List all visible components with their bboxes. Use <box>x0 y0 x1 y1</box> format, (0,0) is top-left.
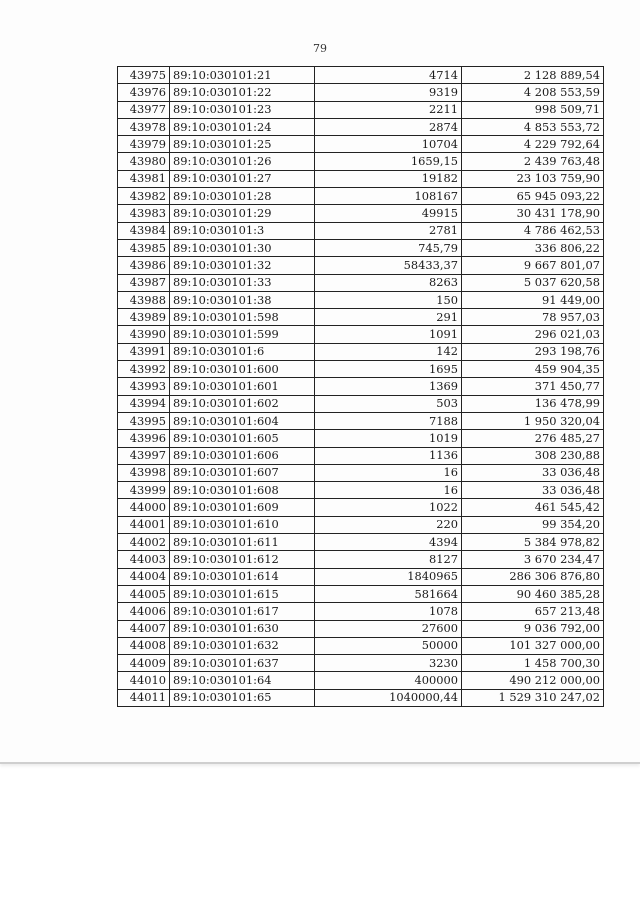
table-row <box>118 101 604 118</box>
row-number: 44010 <box>118 672 170 689</box>
cadastral-number: 89:10:030101:599 <box>170 326 315 343</box>
cadastral-value: 293 198,76 <box>462 343 604 360</box>
area-value: 4394 <box>315 534 462 551</box>
table-row <box>118 291 604 308</box>
row-number: 43997 <box>118 447 170 464</box>
cadastral-number: 89:10:030101:604 <box>170 412 315 429</box>
area-value: 8263 <box>315 274 462 291</box>
area-value: 745,79 <box>315 239 462 256</box>
cadastral-value: 276 485,27 <box>462 430 604 447</box>
cadastral-value: 33 036,48 <box>462 464 604 481</box>
area-value: 1022 <box>315 499 462 516</box>
page-number: 79 <box>313 42 327 55</box>
table-row <box>118 534 604 551</box>
area-value: 1369 <box>315 378 462 395</box>
row-number: 44002 <box>118 534 170 551</box>
cadastral-number: 89:10:030101:30 <box>170 239 315 256</box>
cadastral-number: 89:10:030101:600 <box>170 361 315 378</box>
row-number: 43994 <box>118 395 170 412</box>
area-value: 108167 <box>315 188 462 205</box>
table-row <box>118 84 604 101</box>
area-value: 19182 <box>315 170 462 187</box>
cadastral-number: 89:10:030101:65 <box>170 689 315 706</box>
area-value: 9319 <box>315 84 462 101</box>
row-number: 43980 <box>118 153 170 170</box>
area-value: 3230 <box>315 655 462 672</box>
area-value: 503 <box>315 395 462 412</box>
row-number: 43995 <box>118 412 170 429</box>
table-row <box>118 361 604 378</box>
cadastral-number: 89:10:030101:630 <box>170 620 315 637</box>
area-value: 220 <box>315 516 462 533</box>
row-number: 43982 <box>118 188 170 205</box>
row-number: 43987 <box>118 274 170 291</box>
area-value: 2781 <box>315 222 462 239</box>
cadastral-value: 4 853 553,72 <box>462 118 604 135</box>
cadastral-value: 90 460 385,28 <box>462 585 604 602</box>
table-row <box>118 516 604 533</box>
table-row <box>118 412 604 429</box>
cadastral-value: 657 213,48 <box>462 603 604 620</box>
cadastral-number: 89:10:030101:21 <box>170 67 315 84</box>
area-value: 50000 <box>315 637 462 654</box>
cadastral-number: 89:10:030101:606 <box>170 447 315 464</box>
cadastral-value: 1 529 310 247,02 <box>462 689 604 706</box>
area-value: 400000 <box>315 672 462 689</box>
table-row <box>118 170 604 187</box>
row-number: 43990 <box>118 326 170 343</box>
cadastral-value: 5 037 620,58 <box>462 274 604 291</box>
cadastral-value: 286 306 876,80 <box>462 568 604 585</box>
cadastral-value: 23 103 759,90 <box>462 170 604 187</box>
cadastral-value: 78 957,03 <box>462 309 604 326</box>
table-row <box>118 309 604 326</box>
cadastral-value: 91 449,00 <box>462 291 604 308</box>
table-row <box>118 67 604 84</box>
row-number: 43986 <box>118 257 170 274</box>
area-value: 4714 <box>315 67 462 84</box>
table-row <box>118 343 604 360</box>
area-value: 8127 <box>315 551 462 568</box>
area-value: 1091 <box>315 326 462 343</box>
row-number: 43991 <box>118 343 170 360</box>
cadastral-value: 336 806,22 <box>462 239 604 256</box>
table-row <box>118 118 604 135</box>
area-value: 1019 <box>315 430 462 447</box>
cadastral-value: 371 450,77 <box>462 378 604 395</box>
cadastral-number: 89:10:030101:609 <box>170 499 315 516</box>
row-number: 44001 <box>118 516 170 533</box>
cadastral-number: 89:10:030101:32 <box>170 257 315 274</box>
cadastral-number: 89:10:030101:614 <box>170 568 315 585</box>
table-row <box>118 689 604 706</box>
cadastral-value: 33 036,48 <box>462 482 604 499</box>
cadastral-value: 998 509,71 <box>462 101 604 118</box>
row-number: 43977 <box>118 101 170 118</box>
cadastral-number: 89:10:030101:632 <box>170 637 315 654</box>
row-number: 44004 <box>118 568 170 585</box>
table-row <box>118 153 604 170</box>
row-number: 44006 <box>118 603 170 620</box>
table-row <box>118 274 604 291</box>
table-row <box>118 447 604 464</box>
row-number: 43984 <box>118 222 170 239</box>
table-row <box>118 326 604 343</box>
cadastral-value: 2 128 889,54 <box>462 67 604 84</box>
row-number: 43979 <box>118 136 170 153</box>
cadastral-number: 89:10:030101:610 <box>170 516 315 533</box>
cadastral-number: 89:10:030101:598 <box>170 309 315 326</box>
cadastral-table-body <box>118 67 604 707</box>
cadastral-number: 89:10:030101:617 <box>170 603 315 620</box>
cadastral-value: 2 439 763,48 <box>462 153 604 170</box>
area-value: 16 <box>315 464 462 481</box>
area-value: 1840965 <box>315 568 462 585</box>
cadastral-number: 89:10:030101:27 <box>170 170 315 187</box>
table-row <box>118 637 604 654</box>
table-row <box>118 482 604 499</box>
row-number: 43981 <box>118 170 170 187</box>
table-row <box>118 672 604 689</box>
area-value: 142 <box>315 343 462 360</box>
table-row <box>118 464 604 481</box>
table-row <box>118 568 604 585</box>
area-value: 1136 <box>315 447 462 464</box>
table-row <box>118 188 604 205</box>
cadastral-number: 89:10:030101:38 <box>170 291 315 308</box>
area-value: 1659,15 <box>315 153 462 170</box>
cadastral-value: 308 230,88 <box>462 447 604 464</box>
area-value: 1040000,44 <box>315 689 462 706</box>
cadastral-number: 89:10:030101:29 <box>170 205 315 222</box>
row-number: 43998 <box>118 464 170 481</box>
table-row <box>118 603 604 620</box>
row-number: 44000 <box>118 499 170 516</box>
area-value: 2874 <box>315 118 462 135</box>
cadastral-value: 9 036 792,00 <box>462 620 604 637</box>
row-number: 43999 <box>118 482 170 499</box>
cadastral-value: 296 021,03 <box>462 326 604 343</box>
cadastral-value: 5 384 978,82 <box>462 534 604 551</box>
row-number: 43978 <box>118 118 170 135</box>
row-number: 43989 <box>118 309 170 326</box>
row-number: 43976 <box>118 84 170 101</box>
row-number: 43983 <box>118 205 170 222</box>
cadastral-number: 89:10:030101:28 <box>170 188 315 205</box>
cadastral-number: 89:10:030101:24 <box>170 118 315 135</box>
table-row <box>118 585 604 602</box>
row-number: 43992 <box>118 361 170 378</box>
cadastral-number: 89:10:030101:637 <box>170 655 315 672</box>
table-row <box>118 136 604 153</box>
table-row <box>118 239 604 256</box>
cadastral-value: 101 327 000,00 <box>462 637 604 654</box>
area-value: 16 <box>315 482 462 499</box>
cadastral-value: 1 950 320,04 <box>462 412 604 429</box>
table-row <box>118 222 604 239</box>
row-number: 44007 <box>118 620 170 637</box>
row-number: 43988 <box>118 291 170 308</box>
area-value: 581664 <box>315 585 462 602</box>
cadastral-value: 459 904,35 <box>462 361 604 378</box>
cadastral-value: 30 431 178,90 <box>462 205 604 222</box>
cadastral-number: 89:10:030101:601 <box>170 378 315 395</box>
row-number: 44011 <box>118 689 170 706</box>
row-number: 44009 <box>118 655 170 672</box>
cadastral-number: 89:10:030101:23 <box>170 101 315 118</box>
cadastral-number: 89:10:030101:22 <box>170 84 315 101</box>
cadastral-value: 4 229 792,64 <box>462 136 604 153</box>
row-number: 43985 <box>118 239 170 256</box>
cadastral-number: 89:10:030101:3 <box>170 222 315 239</box>
cadastral-value: 9 667 801,07 <box>462 257 604 274</box>
cadastral-number: 89:10:030101:607 <box>170 464 315 481</box>
row-number: 44003 <box>118 551 170 568</box>
cadastral-value: 4 786 462,53 <box>462 222 604 239</box>
cadastral-number: 89:10:030101:602 <box>170 395 315 412</box>
table-row <box>118 551 604 568</box>
table-row <box>118 620 604 637</box>
table-row <box>118 395 604 412</box>
row-number: 43993 <box>118 378 170 395</box>
cadastral-value: 4 208 553,59 <box>462 84 604 101</box>
cadastral-number: 89:10:030101:615 <box>170 585 315 602</box>
area-value: 10704 <box>315 136 462 153</box>
cadastral-number: 89:10:030101:612 <box>170 551 315 568</box>
cadastral-number: 89:10:030101:33 <box>170 274 315 291</box>
row-number: 43996 <box>118 430 170 447</box>
cadastral-number: 89:10:030101:611 <box>170 534 315 551</box>
table-row <box>118 499 604 516</box>
area-value: 27600 <box>315 620 462 637</box>
cadastral-number: 89:10:030101:6 <box>170 343 315 360</box>
cadastral-number: 89:10:030101:64 <box>170 672 315 689</box>
area-value: 7188 <box>315 412 462 429</box>
cadastral-value: 99 354,20 <box>462 516 604 533</box>
row-number: 43975 <box>118 67 170 84</box>
area-value: 150 <box>315 291 462 308</box>
cadastral-value: 3 670 234,47 <box>462 551 604 568</box>
cadastral-value: 65 945 093,22 <box>462 188 604 205</box>
table-row <box>118 257 604 274</box>
cadastral-number: 89:10:030101:26 <box>170 153 315 170</box>
area-value: 1078 <box>315 603 462 620</box>
cadastral-value: 136 478,99 <box>462 395 604 412</box>
area-value: 2211 <box>315 101 462 118</box>
row-number: 44008 <box>118 637 170 654</box>
table-row <box>118 430 604 447</box>
cadastral-table <box>117 66 604 707</box>
area-value: 1695 <box>315 361 462 378</box>
cadastral-number: 89:10:030101:605 <box>170 430 315 447</box>
table-row <box>118 378 604 395</box>
area-value: 49915 <box>315 205 462 222</box>
table-row <box>118 205 604 222</box>
area-value: 58433,37 <box>315 257 462 274</box>
cadastral-value: 1 458 700,30 <box>462 655 604 672</box>
cadastral-value: 490 212 000,00 <box>462 672 604 689</box>
table-row <box>118 655 604 672</box>
row-number: 44005 <box>118 585 170 602</box>
cadastral-value: 461 545,42 <box>462 499 604 516</box>
cadastral-number: 89:10:030101:608 <box>170 482 315 499</box>
area-value: 291 <box>315 309 462 326</box>
cadastral-number: 89:10:030101:25 <box>170 136 315 153</box>
